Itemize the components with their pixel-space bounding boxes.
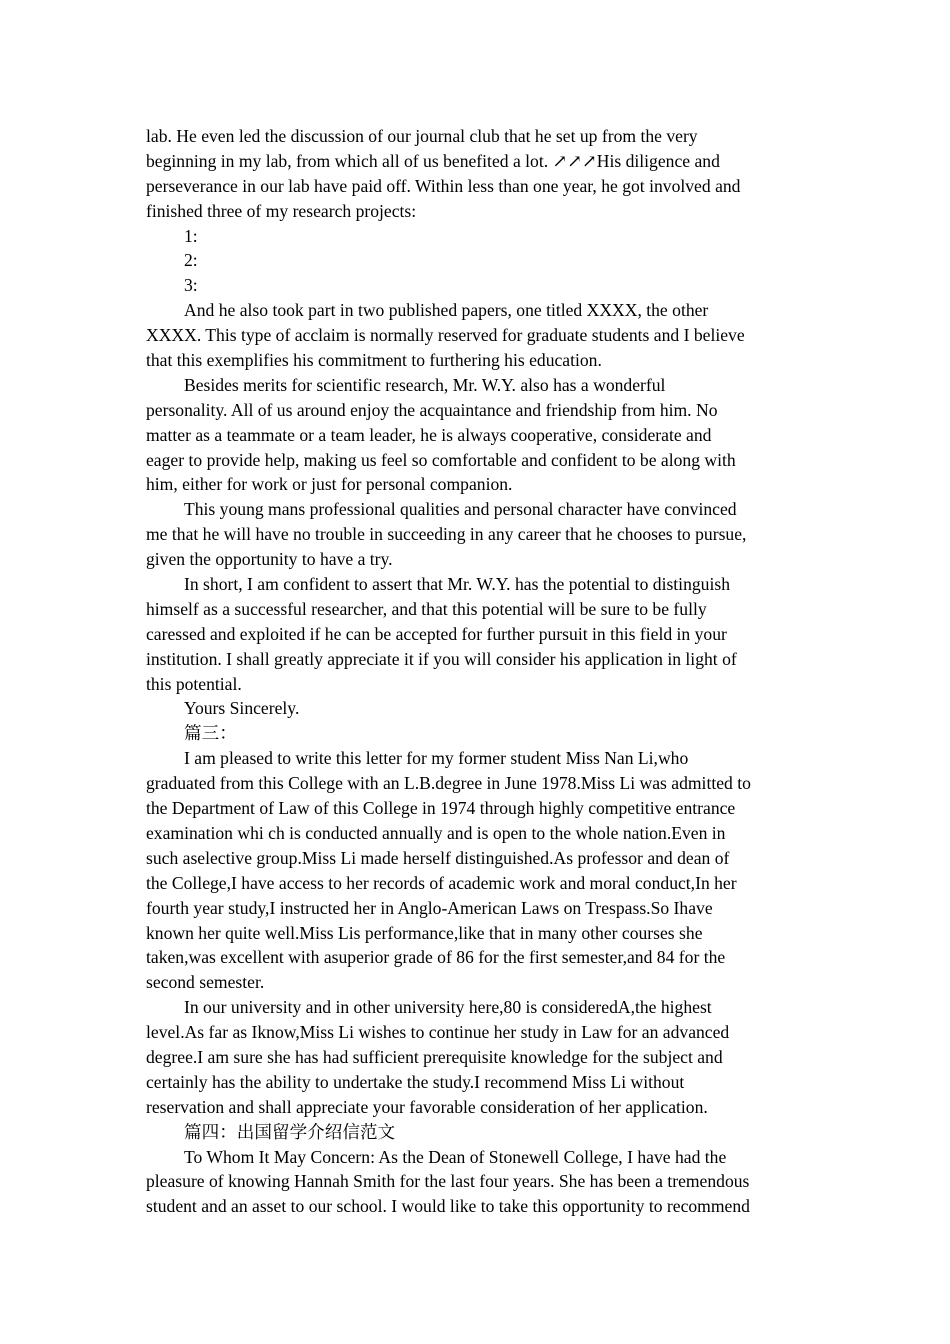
text-line: To Whom It May Concern: As the Dean of Stonewell College, I have had the xyxy=(184,1146,727,1167)
text-line: examination whi ch is conducted annually and is open to the whole nation.Even in xyxy=(146,822,726,843)
text-line: pleasure of knowing Hannah Smith for the last four years. She has been a tremendous xyxy=(146,1171,750,1192)
text-line: XXXX. This type of acclaim is normally reserved for graduate students and I believe xyxy=(146,325,745,346)
text-line: such aselective group.Miss Li made herself distinguished.As professor and dean of xyxy=(146,847,730,868)
text-line: And he also took part in two published papers, one titled XXXX, the other xyxy=(184,300,709,321)
text-line: this potential. xyxy=(146,673,242,694)
text-line: reservation and shall appreciate your favorable consideration of her application. xyxy=(146,1096,708,1117)
text-line: me that he will have no trouble in succeeding in any career that he chooses to pursue, xyxy=(146,524,747,545)
text-line: personality. All of us around enjoy the acquaintance and friendship from him. No xyxy=(146,399,718,420)
text-line: Yours Sincerely. xyxy=(184,698,300,719)
text-line: the College,I have access to her records of academic work and moral conduct,In her xyxy=(146,872,737,893)
text-line: institution. I shall greatly appreciate it if you will consider his application in light of xyxy=(146,648,737,669)
text-line: beginning in my lab, from which all of us benefited a lot. ↗↗↗His diligence and xyxy=(146,150,720,171)
text-line: I am pleased to write this letter for my former student Miss Nan Li,who xyxy=(184,748,689,769)
text-line: level.As far as Iknow,Miss Li wishes to continue her study in Law for an advanced xyxy=(146,1022,730,1043)
text-line: 2: xyxy=(184,250,198,271)
document-body xyxy=(146,124,808,1219)
text-line: In our university and in other university here,80 is consideredA,the highest xyxy=(184,997,712,1018)
text-line: certainly has the ability to undertake the study.I recommend Miss Li without xyxy=(146,1071,685,1092)
text-line: degree.I am sure she has had sufficient prerequisite knowledge for the subject and xyxy=(146,1046,723,1067)
text-line: Besides merits for scientific research, Mr. W.Y. also has a wonderful xyxy=(184,374,666,395)
text-line: himself as a successful researcher, and that this potential will be sure to be fully xyxy=(146,598,707,619)
text-line: In short, I am confident to assert that Mr. W.Y. has the potential to distinguish xyxy=(184,574,730,595)
text-line: finished three of my research projects: xyxy=(146,200,417,221)
text-line: perseverance in our lab have paid off. Within less than one year, he got involved and xyxy=(146,175,741,196)
text-line: This young mans professional qualities and personal character have convinced xyxy=(184,499,737,520)
text-line: known her quite well.Miss Lis performance,like that in many other courses she xyxy=(146,922,703,943)
text-line: given the opportunity to have a try. xyxy=(146,549,393,570)
text-line: matter as a teammate or a team leader, he is always cooperative, considerate and xyxy=(146,424,712,445)
text-line: 篇四：出国留学介绍信范文 xyxy=(184,1121,396,1142)
text-line: 篇三： xyxy=(184,723,237,744)
text-line: 3: xyxy=(184,275,198,296)
text-line: him, either for work or just for personal companion. xyxy=(146,474,513,495)
text-line: eager to provide help, making us feel so comfortable and confident to be along with xyxy=(146,449,736,470)
text-line: 1: xyxy=(184,225,198,246)
text-line: the Department of Law of this College in 1974 through highly competitive entrance xyxy=(146,798,736,819)
text-line: student and an asset to our school. I would like to take this opportunity to recommend xyxy=(146,1196,750,1217)
text-line: caressed and exploited if he can be accepted for further pursuit in this field in your xyxy=(146,623,727,644)
text-line: that this exemplifies his commitment to furthering his education. xyxy=(146,350,602,371)
text-line: fourth year study,I instructed her in Anglo-American Laws on Trespass.So Ihave xyxy=(146,897,713,918)
text-line: graduated from this College with an L.B.degree in June 1978.Miss Li was admitted to xyxy=(146,773,751,794)
text-line: second semester. xyxy=(146,972,265,993)
text-line: taken,was excellent with asuperior grade of 86 for the first semester,and 84 for the xyxy=(146,947,726,968)
text-line: lab. He even led the discussion of our journal club that he set up from the very xyxy=(146,126,698,146)
